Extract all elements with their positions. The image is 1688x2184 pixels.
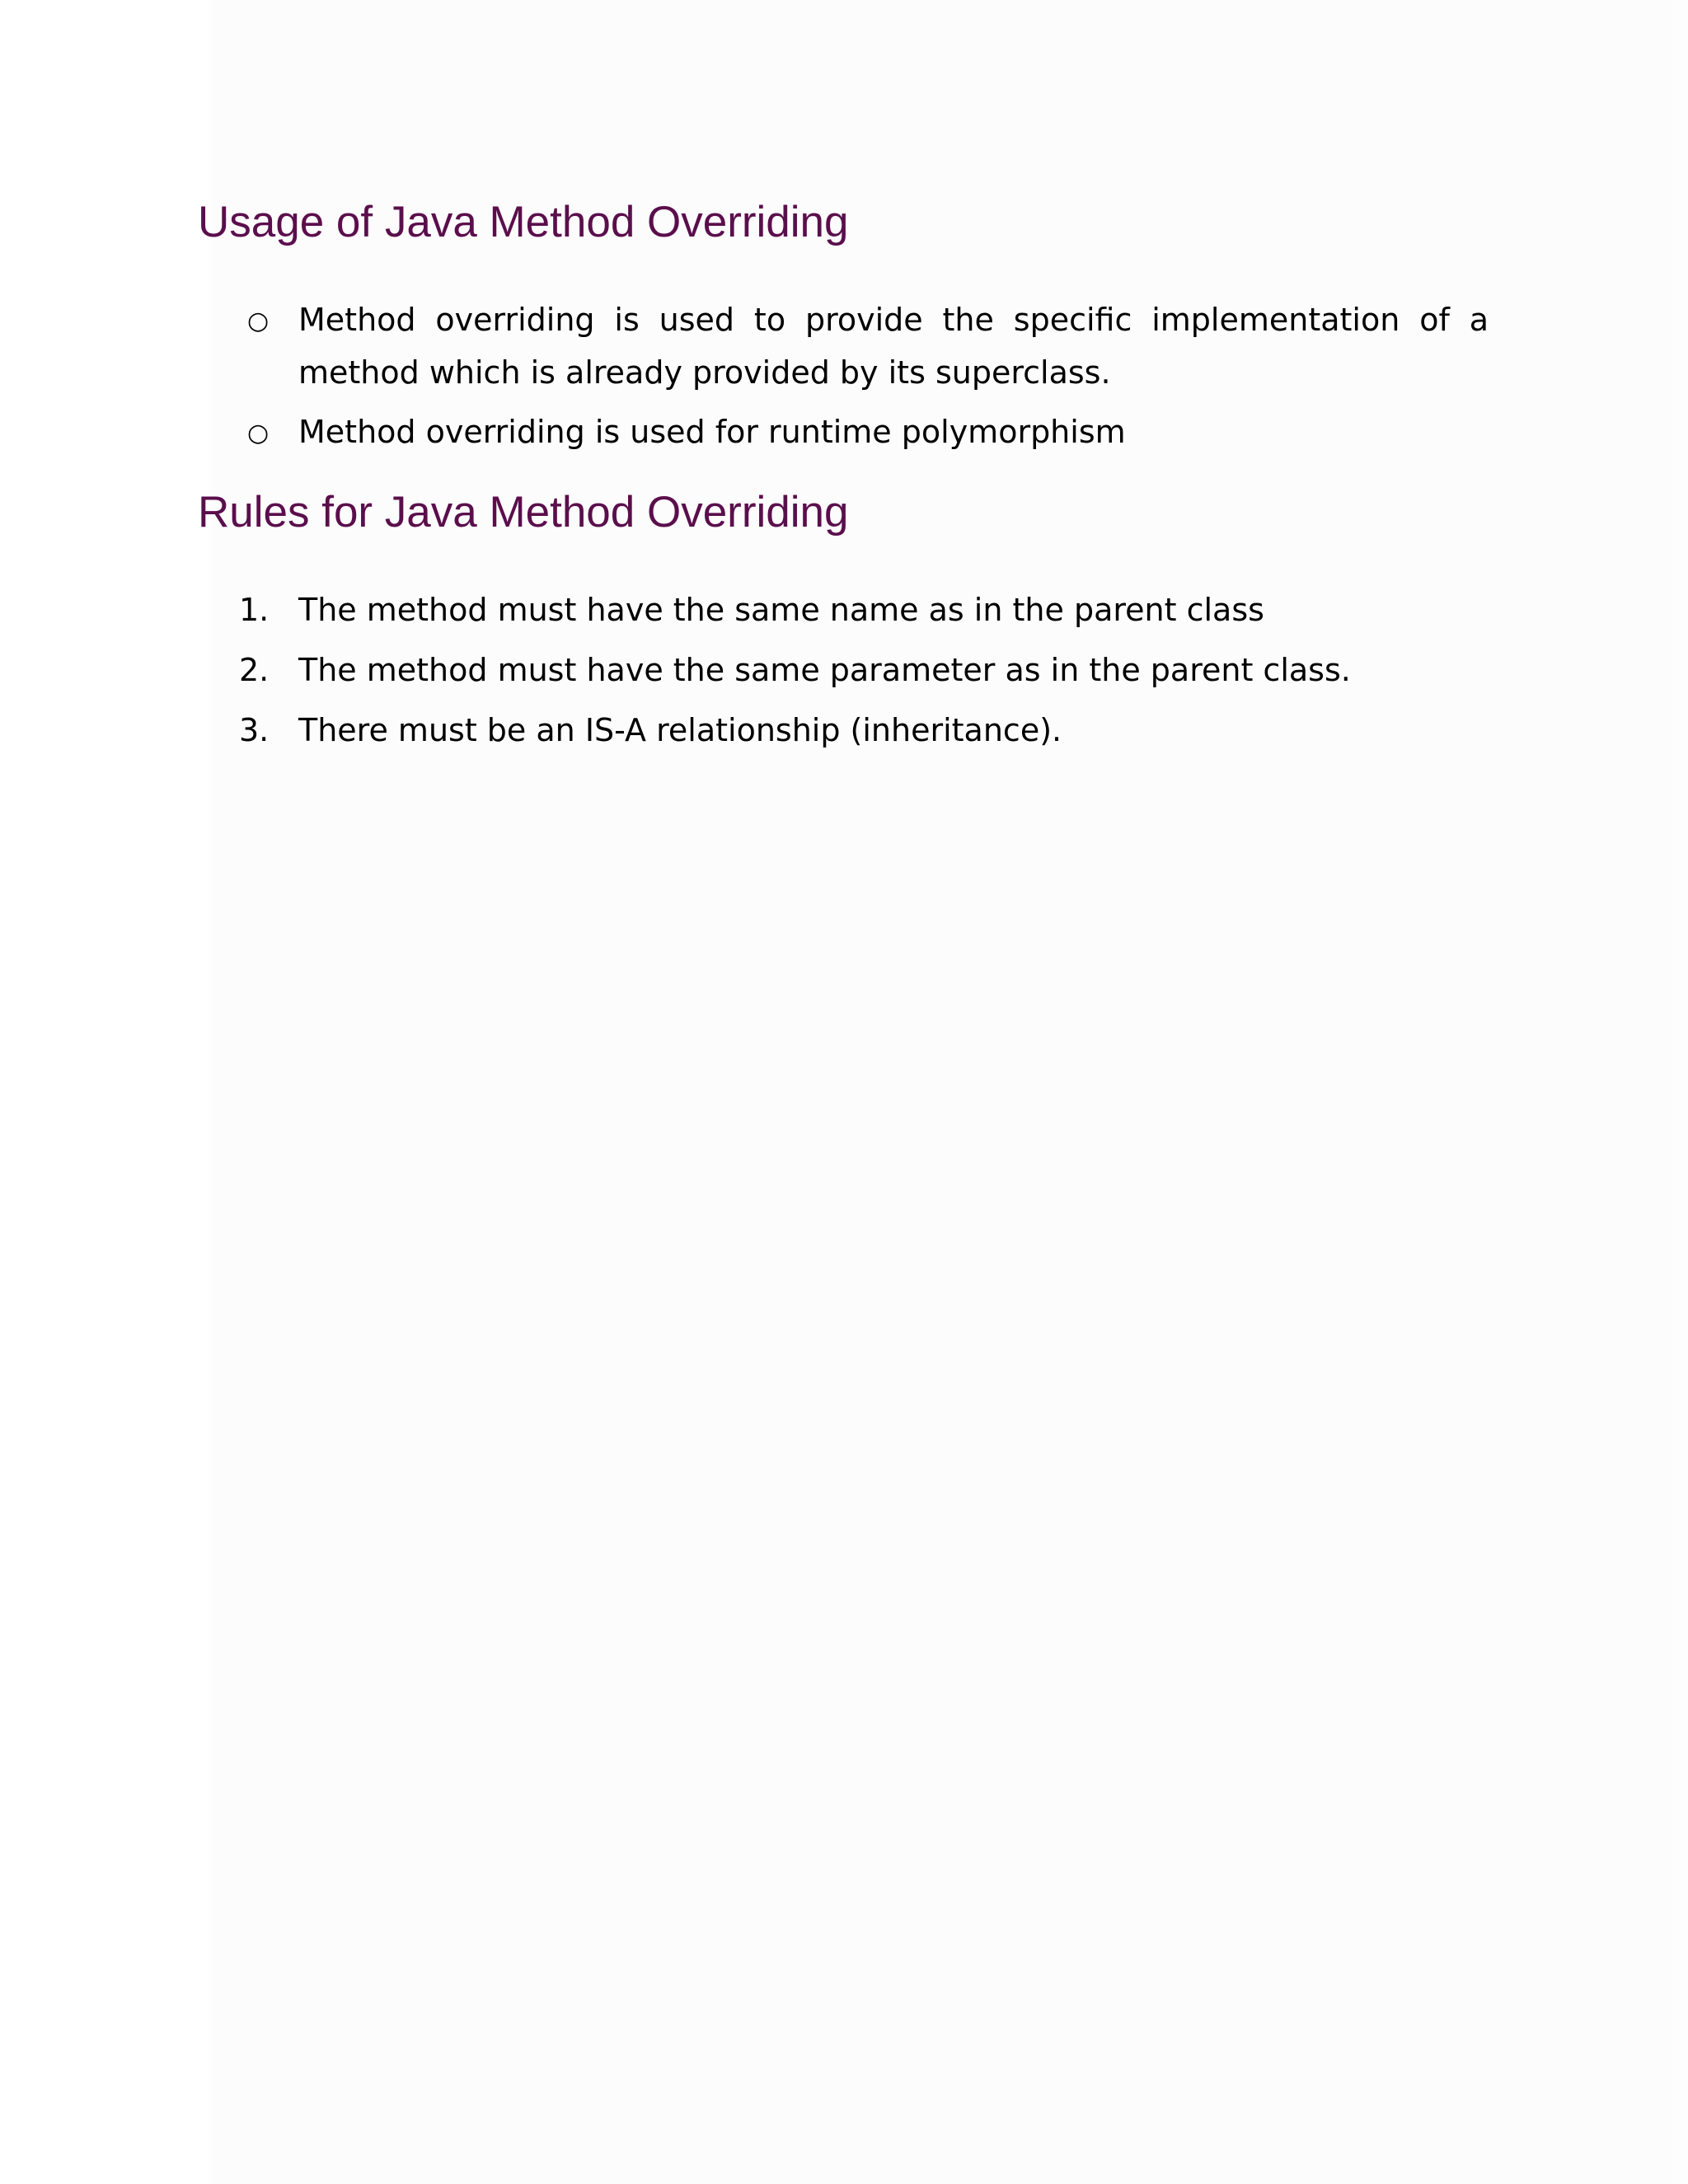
usage-bullet-list bbox=[239, 293, 1489, 458]
section-heading-rules: Rules for Java Method Overriding bbox=[198, 488, 849, 537]
list-item bbox=[239, 293, 1489, 399]
list-number: 3. bbox=[239, 712, 270, 748]
bullet-marker: ○ bbox=[247, 419, 270, 448]
list-item bbox=[239, 644, 1489, 696]
rules-numbered-list bbox=[239, 583, 1489, 764]
list-item-text: Method overriding is used to provide the specific implementation of a method which is already provided by its superclass. bbox=[298, 302, 1489, 391]
section-heading-usage: Usage of Java Method Overriding bbox=[198, 198, 849, 246]
list-item-text: The method must have the same name as in the parent class bbox=[298, 592, 1264, 628]
list-item bbox=[239, 583, 1489, 636]
list-item bbox=[239, 405, 1489, 458]
list-item-text: The method must have the same parameter as in the parent class. bbox=[298, 652, 1351, 688]
list-number: 2. bbox=[239, 652, 270, 688]
list-number: 1. bbox=[239, 592, 270, 628]
bullet-marker: ○ bbox=[247, 307, 270, 335]
list-item bbox=[239, 704, 1489, 757]
list-item-text: There must be an IS-A relationship (inheritance). bbox=[298, 712, 1062, 748]
list-item-text: Method overriding is used for runtime polymorphism bbox=[298, 414, 1126, 450]
